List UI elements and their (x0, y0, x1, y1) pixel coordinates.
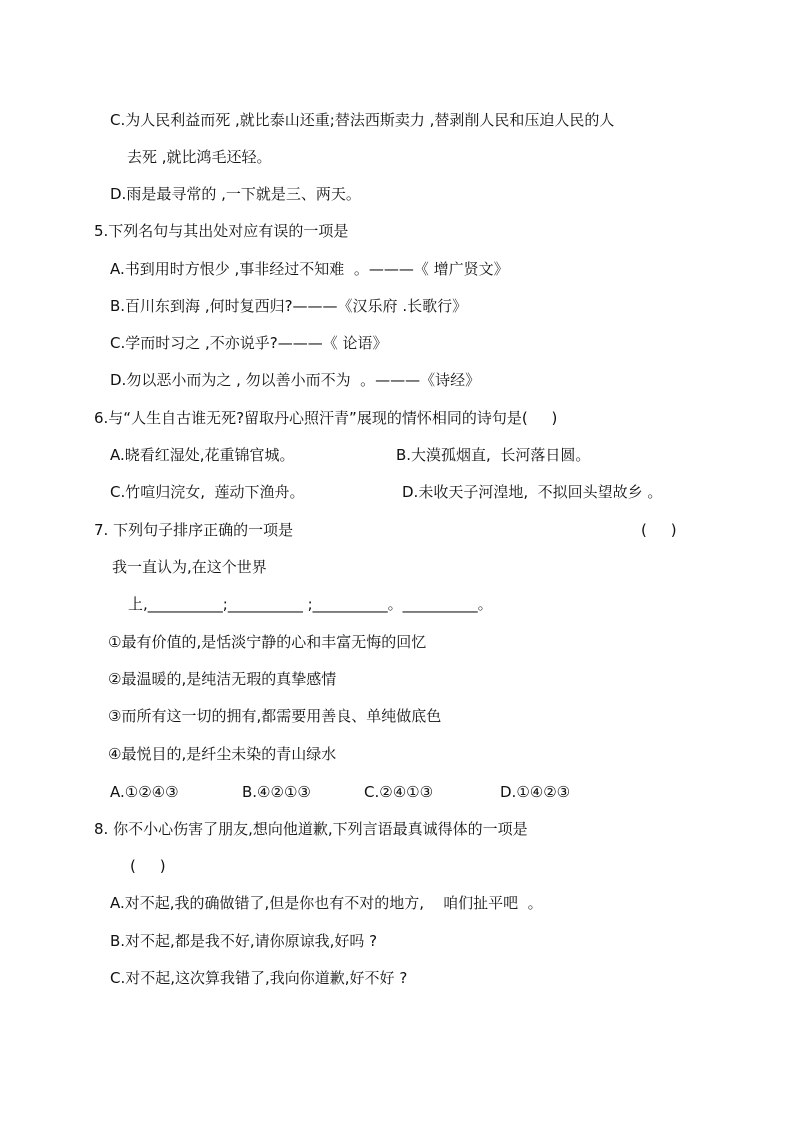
q7-option-d: D.①④②③ (500, 783, 571, 801)
q4-option-d: D.雨是最寻常的 ,一下就是三、两天。 (110, 185, 361, 203)
q7-option-a: A.①②④③ (110, 783, 179, 801)
q5-stem: 5.下列名句与其出处对应有误的一项是 (94, 222, 349, 240)
q8-option-c: C.对不起,这次算我错了,我向你道歉,好不好 ? (110, 969, 408, 987)
q6-stem: 6.与“人生自古谁无死?留取丹心照汗青”展现的情怀相同的诗句是( ) (94, 409, 558, 427)
q8-option-b: B.对不起,都是我不好,请你原谅我,好吗 ? (110, 932, 378, 950)
q7-option-b: B.④②①③ (242, 783, 311, 801)
q7-item-4: ④最悦目的,是纤尘未染的青山绿水 (108, 745, 337, 763)
q7-item-2: ②最温暖的,是纯洁无瑕的真挚感情 (108, 670, 337, 688)
q7-blanks: 上,__________;__________ ;__________。__________。 (128, 595, 493, 613)
q7-item-1: ①最有价值的,是恬淡宁静的心和丰富无悔的回忆 (108, 633, 427, 651)
q8-answer-bracket: ( ) (130, 857, 166, 875)
q7-option-c: C.②④①③ (364, 783, 434, 801)
q8-stem: 8. 你不小心伤害了朋友,想向他道歉,下列言语最真诚得体的一项是 (94, 820, 528, 838)
q6-option-b: B.大漠孤烟直, 长河落日圆。 (396, 446, 591, 464)
q5-option-b: B.百川东到海 ,何时复西归?———《汉乐府 .长歌行》 (110, 297, 468, 315)
q7-answer-bracket: ( ) (641, 521, 677, 539)
q7-sentence-lead: 我一直认为,在这个世界 (112, 558, 267, 576)
q8-option-a: A.对不起,我的确做错了,但是你也有不对的地方, 咱们扯平吧 。 (110, 894, 543, 912)
q4-option-c-line1: C.为人民利益而死 ,就比泰山还重;替法西斯卖力 ,替剥削人民和压迫人民的人 (110, 111, 615, 129)
q6-option-c: C.竹喧归浣女, 莲动下渔舟。 (110, 483, 305, 501)
q6-option-a: A.晓看红湿处,花重锦官城。 (110, 446, 295, 464)
q5-option-c: C.学而时习之 ,不亦说乎?———《 论语》 (110, 334, 388, 352)
q7-item-3: ③而所有这一切的拥有,都需要用善良、单纯做底色 (108, 707, 442, 725)
q6-option-d: D.未收天子河湟地, 不拟回头望故乡 。 (402, 483, 663, 501)
q4-option-c-line2: 去死 ,就比鸿毛还轻。 (127, 148, 272, 166)
q5-option-d: D.勿以恶小而为之 , 勿以善小而不为 。———《诗经》 (110, 371, 481, 389)
q5-option-a: A.书到用时方恨少 ,事非经过不知难 。———《 增广贤文》 (110, 260, 509, 278)
q7-stem: 7. 下列句子排序正确的一项是 (94, 521, 294, 539)
